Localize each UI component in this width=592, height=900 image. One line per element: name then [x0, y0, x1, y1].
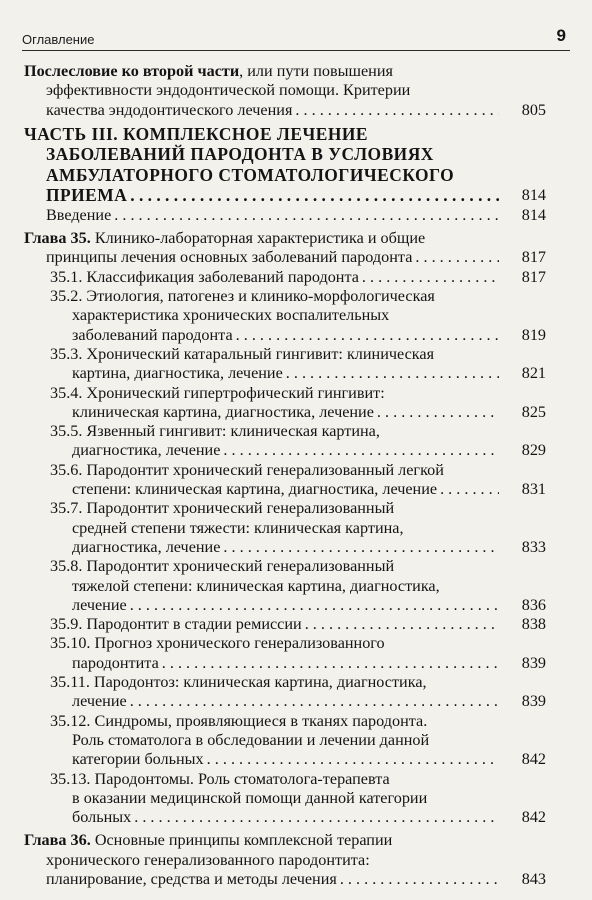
- entry-title-line: лечение: [72, 595, 127, 614]
- entry-title: 35.8. Пародонтит хронический генерализованный: [50, 557, 395, 576]
- leader-dots: [440, 480, 499, 499]
- page-number: 9: [556, 26, 566, 45]
- entry-title-line: категории больных: [72, 750, 204, 769]
- entry-title-line: средней степени тяжести: клиническая картина,: [72, 518, 404, 537]
- entry-title-line: эффективности эндодонтической помощи. Критерии: [46, 81, 411, 100]
- leader-dots: [114, 206, 499, 225]
- entry-title-line: картина, диагностика, лечение: [72, 364, 283, 383]
- toc-entry-afterword[interactable]: [24, 62, 546, 120]
- entry-title-line: пародонтита: [72, 653, 159, 672]
- entry-page: 814: [521, 186, 546, 205]
- chapter-label: Глава 36.: [24, 831, 91, 850]
- entry-title: 35.7. Пародонтит хронический генерализованный: [50, 499, 395, 518]
- toc-entry-35-13[interactable]: [24, 770, 546, 828]
- leader-dots: [223, 538, 499, 557]
- toc-entry-35-5[interactable]: [24, 422, 546, 461]
- toc-entry-intro[interactable]: [24, 206, 546, 225]
- leader-dots: [162, 654, 499, 673]
- leader-dots: [207, 750, 499, 769]
- entry-page: 805: [521, 100, 546, 119]
- leader-dots: [286, 364, 499, 383]
- entry-title: , или пути повышения: [239, 62, 393, 80]
- toc-entry-35-8[interactable]: [24, 557, 546, 615]
- entry-title: 35.3. Хронический катаральный гингивит: клиническая: [50, 344, 435, 363]
- entry-page: 833: [521, 537, 546, 556]
- toc-entry-chapter-35[interactable]: [24, 229, 546, 268]
- leader-dots: [377, 403, 499, 422]
- entry-title: 35.12. Синдромы, проявляющиеся в тканях пародонта.: [50, 711, 428, 730]
- toc-entry-35-12[interactable]: [24, 712, 546, 770]
- leader-dots: [134, 808, 499, 827]
- part-title-line: ЗАБОЛЕВАНИЙ ПАРОДОНТА В УСЛОВИЯХ: [46, 144, 434, 165]
- entry-title-bold: Послесловие ко второй части: [24, 62, 240, 80]
- entry-title-line: клиническая картина, диагностика, лечение: [72, 402, 374, 421]
- entry-title-line: качества эндодонтического лечения: [46, 100, 293, 119]
- entry-title: 35.5. Язвенный гингивит: клиническая картина,: [50, 422, 380, 441]
- entry-title-line: заболеваний пародонта: [72, 325, 233, 344]
- entry-title: 35.6. Пародонтит хронический генерализованный легкой: [50, 460, 444, 479]
- entry-title-line: в оказании медицинской помощи данной категории: [72, 788, 428, 807]
- leader-dots: [362, 268, 499, 287]
- part-title-line: АМБУЛАТОРНОГО СТОМАТОЛОГИЧЕСКОГО: [46, 164, 455, 185]
- entry-title: 35.11. Пародонтоз: клиническая картина, диагностика,: [50, 673, 427, 692]
- entry-title-line: характеристика хронических воспалительных: [72, 306, 390, 325]
- part-title-line: ЧАСТЬ III. КОМПЛЕКСНОЕ ЛЕЧЕНИЕ: [24, 123, 368, 144]
- entry-title-line: Роль стоматолога в обследовании и лечении данной: [72, 730, 430, 749]
- entry-page: 839: [521, 653, 546, 672]
- entry-title: 35.9. Пародонтит в стадии ремиссии: [50, 615, 302, 634]
- entry-page: 829: [521, 441, 546, 460]
- entry-page: 843: [521, 869, 546, 888]
- leader-dots: [340, 870, 499, 889]
- entry-title-line: принципы лечения основных заболеваний пародонта: [46, 248, 413, 267]
- entry-title: Введение: [46, 205, 112, 224]
- entry-title-line: больных: [72, 808, 132, 827]
- entry-title-line: хронического генерализованного пародонтита:: [46, 850, 370, 869]
- entry-page: 817: [521, 267, 546, 286]
- toc-entry-chapter-36[interactable]: [24, 831, 546, 889]
- entry-page: 825: [521, 402, 546, 421]
- running-header: [22, 24, 570, 51]
- entry-title-line: степени: клиническая картина, диагностика, лечение: [72, 480, 438, 499]
- entry-title: 35.1. Классификация заболеваний пародонта: [50, 267, 359, 286]
- entry-page: 838: [521, 615, 546, 634]
- entry-title: 35.4. Хронический гипертрофический гингивит:: [50, 383, 385, 402]
- entry-page: 819: [521, 325, 546, 344]
- entry-page: 839: [521, 692, 546, 711]
- toc-entry-35-11[interactable]: [24, 673, 546, 712]
- leader-dots: [236, 326, 499, 345]
- toc-entry-35-4[interactable]: [24, 384, 546, 423]
- entry-page: 814: [521, 205, 546, 224]
- entry-title: Основные принципы комплексной терапии: [90, 831, 393, 850]
- leader-dots: [305, 615, 499, 634]
- entry-title-line: планирование, средства и методы лечения: [46, 869, 337, 888]
- toc-entry-35-2[interactable]: [24, 287, 546, 345]
- entry-title-line: диагностика, лечение: [72, 441, 221, 460]
- toc-entry-35-1[interactable]: [24, 268, 546, 287]
- entry-page: 836: [521, 595, 546, 614]
- entry-page: 842: [521, 808, 546, 827]
- entry-page: 817: [521, 248, 546, 267]
- chapter-label: Глава 35.: [24, 229, 91, 248]
- part-title-line: ПРИЕМА: [46, 185, 128, 206]
- toc-entry-35-6[interactable]: [24, 461, 546, 500]
- toc-entry-35-3[interactable]: [24, 345, 546, 384]
- toc-entry-35-10[interactable]: [24, 634, 546, 673]
- entry-title: 35.13. Пародонтомы. Роль стоматолога-терапевта: [50, 769, 390, 788]
- entry-title-line: лечение: [72, 692, 127, 711]
- entry-page: 842: [521, 750, 546, 769]
- entry-title-line: тяжелой степени: клиническая картина, диагностика,: [72, 576, 440, 595]
- entry-page: 821: [521, 364, 546, 383]
- toc-entry-part-3[interactable]: [24, 124, 546, 206]
- table-of-contents: [24, 62, 546, 889]
- entry-title: Клинико-лабораторная характеристика и общие: [90, 229, 426, 248]
- leader-dots: [130, 185, 499, 206]
- entry-title-line: диагностика, лечение: [72, 537, 221, 556]
- leader-dots: [130, 692, 499, 711]
- leader-dots: [223, 441, 499, 460]
- leader-dots: [130, 596, 499, 615]
- leader-dots: [415, 248, 499, 267]
- toc-entry-35-9[interactable]: [24, 615, 546, 634]
- toc-entry-35-7[interactable]: [24, 499, 546, 557]
- entry-page: 831: [521, 480, 546, 499]
- entry-title: 35.2. Этиология, патогенез и клинико-морфологическая: [50, 287, 435, 306]
- section-title: Оглавление: [22, 32, 95, 47]
- entry-title: 35.10. Прогноз хронического генерализованного: [50, 634, 385, 653]
- leader-dots: [295, 101, 499, 120]
